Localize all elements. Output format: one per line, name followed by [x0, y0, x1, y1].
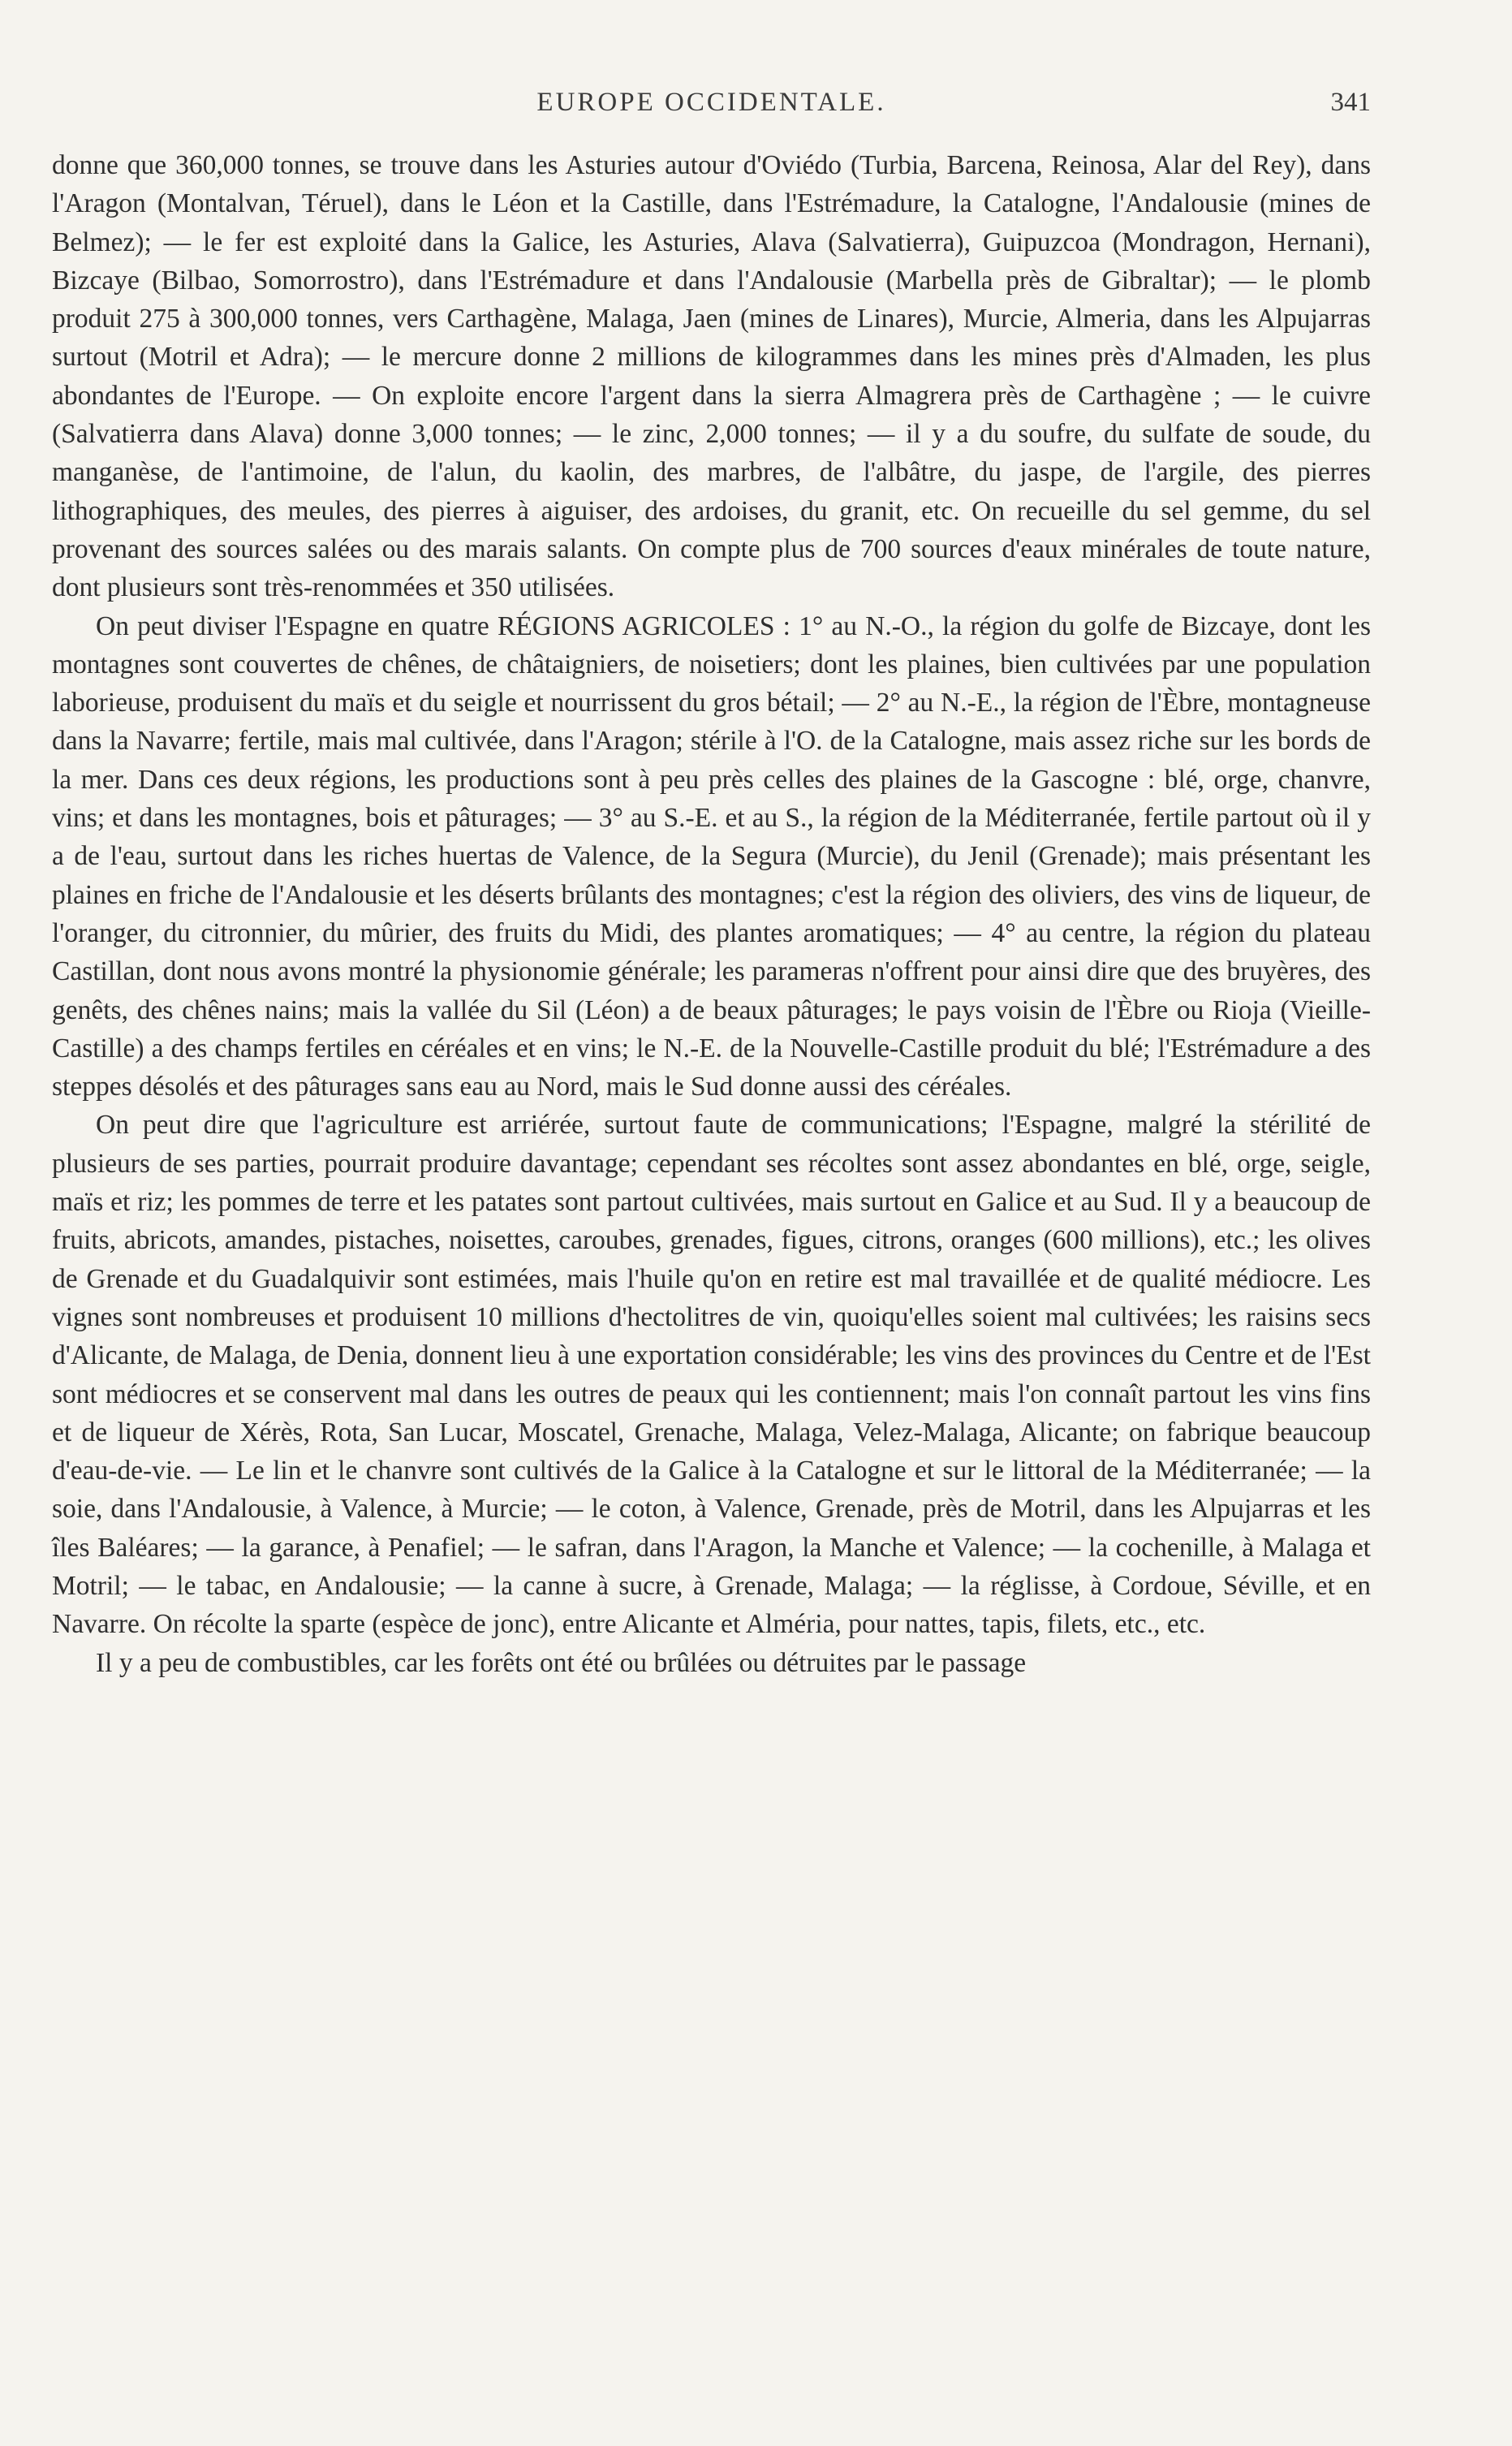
- paragraph-agricultural-regions: On peut diviser l'Espagne en quatre RÉGIONS AGRICOLES : 1° au N.-O., la région du golfe de Bizcaye, dont les montagnes sont couvertes de chênes, de châtaigniers, de noisetiers; dont les plaines, bien cultivées par une population laborieuse, produisent du maïs et du seigle et nourrissent du gros bétail; — 2° au N.-E., la région de l'Èbre, montagneuse dans la Navarre; fertile, mais mal cultivée, dans l'Aragon; stérile à l'O. de la Catalogne, mais assez riche sur les bords de la mer. Dans ces deux régions, les productions sont à peu près celles des plaines de la Gascogne : blé, orge, chanvre, vins; et dans les montagnes, bois et pâturages; — 3° au S.-E. et au S., la région de la Méditerranée, fertile partout où il y a de l'eau, surtout dans les riches huertas de Valence, de la Segura (Murcie), du Jenil (Grenade); mais présentant les plaines en friche de l'Andalousie et les déserts brûlants des montagnes; c'est la région des oliviers, des vins de liqueur, de l'oranger, du citronnier, du mûrier, des fruits du Midi, des plantes aromatiques; — 4° au centre, la région du plateau Castillan, dont nous avons montré la physionomie générale; les parameras n'offrent pour ainsi dire que des bruyères, des genêts, des chênes nains; mais la vallée du Sil (Léon) a de beaux pâturages; le pays voisin de l'Èbre ou Rioja (Vieille-Castille) a des champs fertiles en céréales et en vins; le N.-E. de la Nouvelle-Castille produit du blé; l'Estrémadure a des steppes désolés et des pâturages sans eau au Nord, mais le Sud donne aussi des céréales.: [52, 610, 1371, 1102]
- paragraph-mines: donne que 360,000 tonnes, se trouve dans les Asturies autour d'Oviédo (Turbia, Barcena, Reinosa, Alar del Rey), dans l'Aragon (Montalvan, Téruel), dans le Léon et la Castille, dans l'Estrémadure, la Catalogne, l'Andalousie (mines de Belmez); — le fer est exploité dans la Galice, les Asturies, Alava (Salvatierra), Guipuzcoa (Mondragon, Hernani), Bizcaye (Bilbao, Somorrostro), dans l'Estrémadure et dans l'Andalousie (Marbella près de Gibraltar); — le plomb produit 275 à 300,000 tonnes, vers Carthagène, Malaga, Jaen (mines de Linares), Murcie, Almeria, dans les Alpujarras surtout (Motril et Adra); — le mercure donne 2 millions de kilogrammes dans les mines près d'Almaden, les plus abondantes de l'Europe. — On exploite encore l'argent dans la sierra Almagrera près de Carthagène ; — le cuivre (Salvatierra dans Alava) donne 3,000 tonnes; — le zinc, 2,000 tonnes; — il y a du soufre, du sulfate de soude, du manganèse, de l'antimoine, de l'alun, du kaolin, des marbres, de l'albâtre, du jaspe, de l'argile, des pierres lithographiques, des meules, des pierres à aiguiser, des ardoises, du granit, etc. On recueille du sel gemme, du sel provenant des sources salées ou des marais salants. On compte plus de 700 sources d'eaux minérales de toute nature, dont plusieurs sont très-renommées et 350 utilisées.: [52, 150, 1371, 603]
- paragraph-agriculture: On peut dire que l'agriculture est arriérée, surtout faute de communications; l'Espagne, malgré la stérilité de plusieurs de ses parties, pourrait produire davantage; cependant ses récoltes sont assez abondantes en blé, orge, seigle, maïs et riz; les pommes de terre et les patates sont partout cultivées, mais surtout en Galice et au Sud. Il y a beaucoup de fruits, abricots, amandes, pistaches, noisettes, caroubes, grenades, figues, citrons, oranges (600 millions), etc.; les olives de Grenade et du Guadalquivir sont estimées, mais l'huile qu'on en retire est mal travaillée et de qualité médiocre. Les vignes sont nombreuses et produisent 10 millions d'hectolitres de vin, quoiqu'elles soient mal cultivées; les raisins secs d'Alicante, de Malaga, de Denia, donnent lieu à une exportation considérable; les vins des provinces du Centre et de l'Est sont médiocres et se conservent mal dans les outres de peaux qui les contiennent; mais l'on connaît partout les vins fins et de liqueur de Xérès, Rota, San Lucar, Moscatel, Grenache, Malaga, Velez-Malaga, Alicante; on fabrique beaucoup d'eau-de-vie. — Le lin et le chanvre sont cultivés de la Galice à la Catalogne et sur le littoral de la Méditerranée; — la soie, dans l'Andalousie, à Valence, à Murcie; — le coton, à Valence, Grenade, près de Motril, dans les Alpujarras et les îles Baléares; — la garance, à Penafiel; — le safran, dans l'Aragon, la Manche et Valence; — la cochenille, à Malaga et Motril; — le tabac, en Andalousie; — la canne à sucre, à Grenade, Malaga; — la réglisse, à Cordoue, Séville, et en Navarre. On récolte la sparte (espèce de jonc), entre Alicante et Alméria, pour nattes, tapis, filets, etc., etc.: [52, 1110, 1371, 1640]
- running-title: EUROPE OCCIDENTALE.: [536, 88, 886, 117]
- page-number: 341: [1330, 88, 1371, 117]
- body-text: [52, 146, 1371, 1682]
- paragraph-combustibles: Il y a peu de combustibles, car les forêts ont été ou brûlées ou détruites par le passage: [96, 1647, 1027, 1678]
- page-header: [52, 88, 1371, 136]
